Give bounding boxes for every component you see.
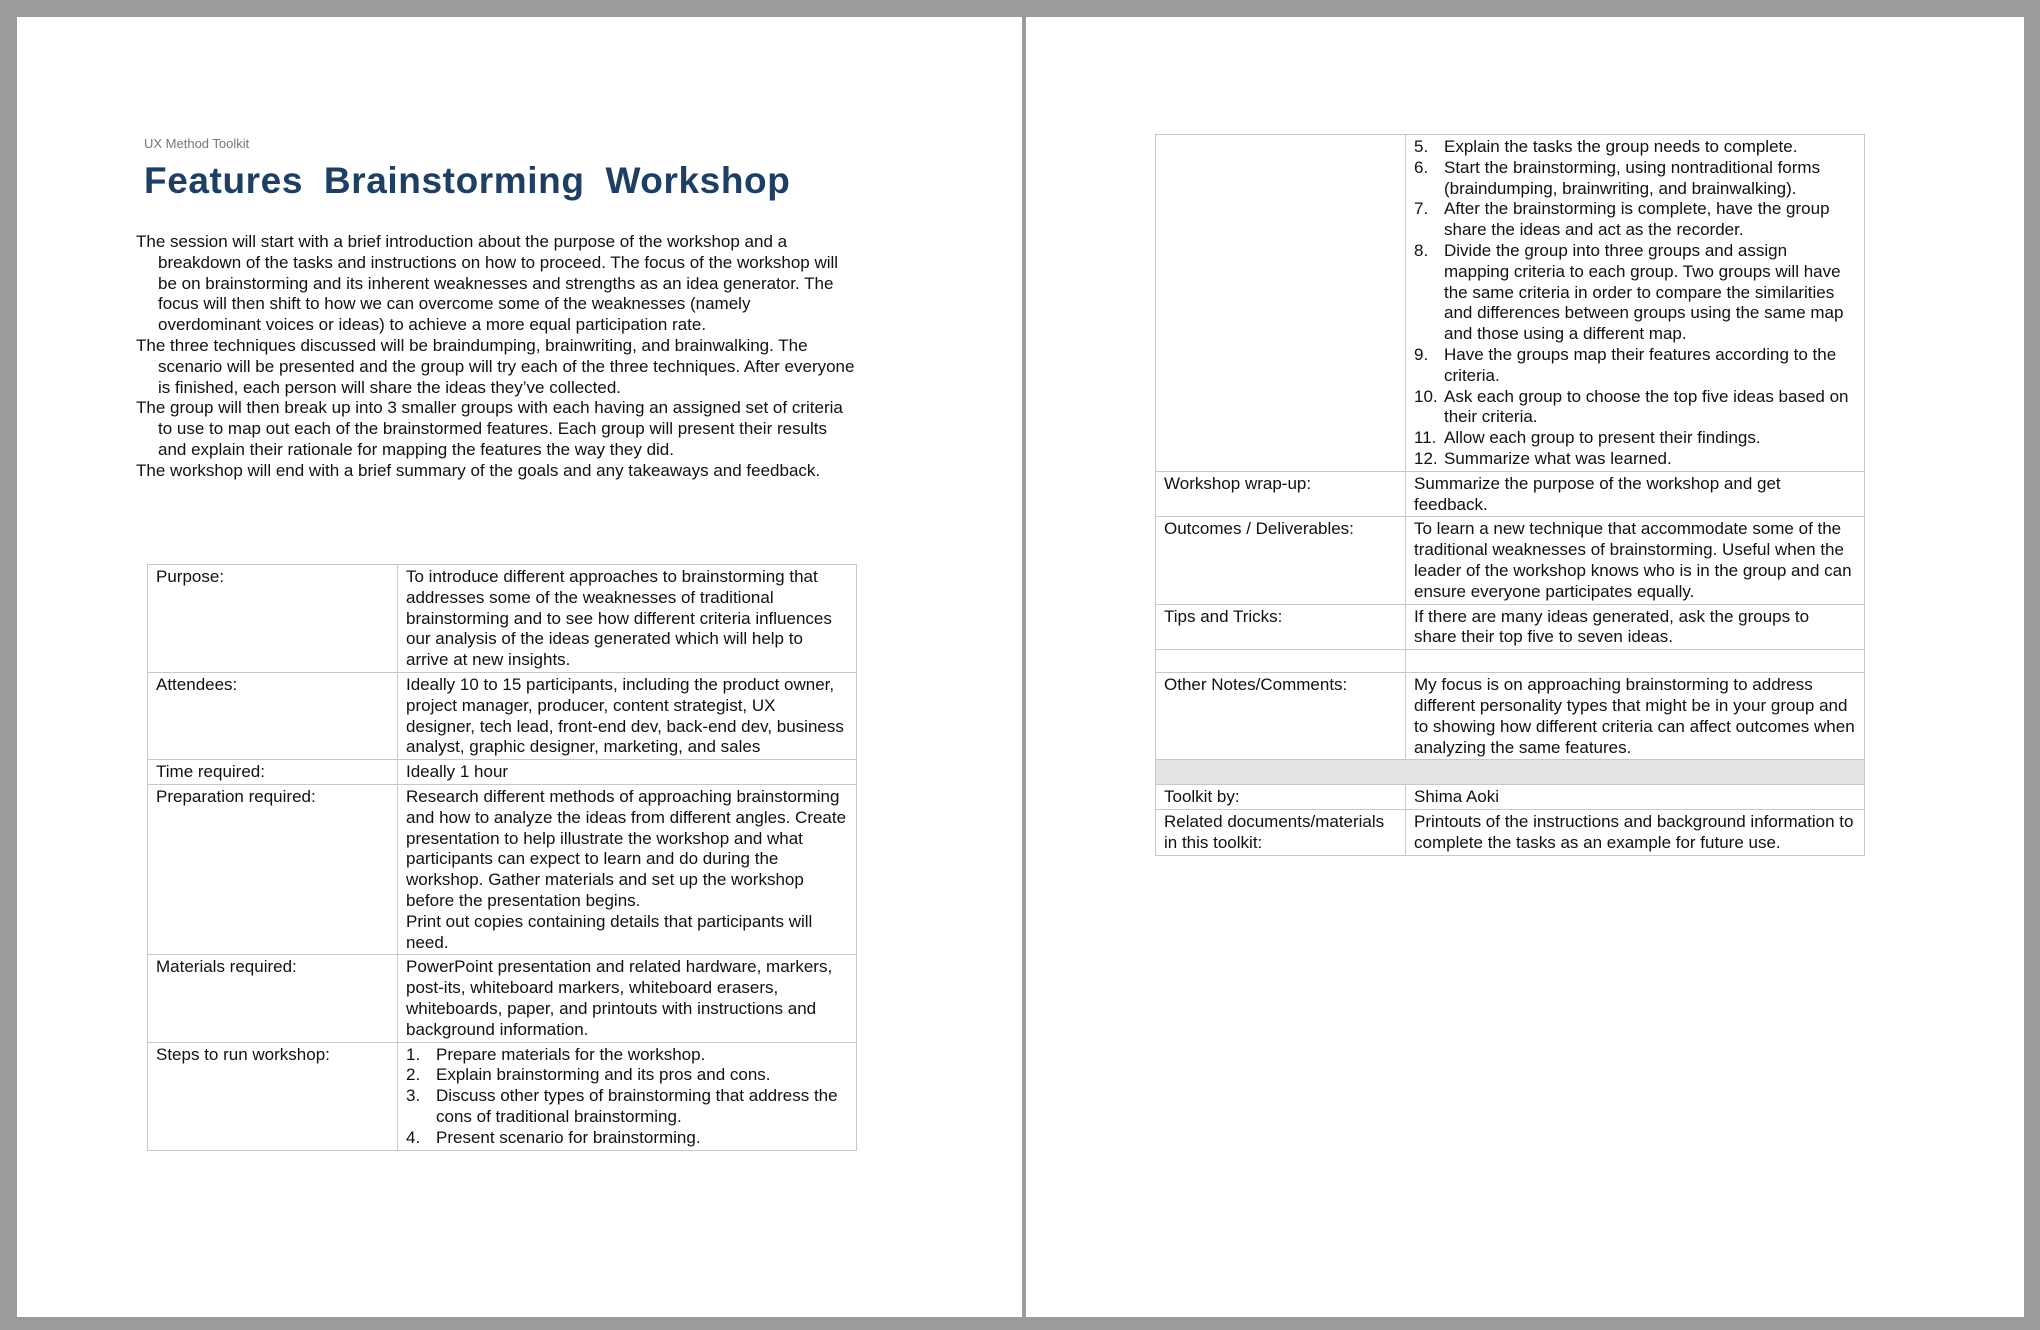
list-item: 2. Explain brainstorming and its pros and cons.	[406, 1065, 771, 1085]
row-label: Other Notes/Comments:	[1156, 673, 1406, 760]
table-row-attendees	[148, 672, 857, 759]
row-label: Materials required:	[148, 955, 398, 1042]
row-value: To learn a new technique that accommodate some of the traditional weaknesses of brainstorming. Useful when the leader of the workshop knows who is in the group and can ensure everyone participates equally.	[1406, 517, 1865, 604]
row-label	[1156, 650, 1406, 673]
row-label	[1156, 135, 1406, 472]
intro-paragraph: The three techniques discussed will be braindumping, brainwriting, and brainwalking. The scenario will be presented and the group will try each of the three techniques. After everyone is finished, each person will share the ideas they’ve collected.	[136, 335, 855, 397]
list-item: 4. Present scenario for brainstorming.	[406, 1127, 701, 1147]
table-row-time	[148, 760, 857, 785]
table-row-shaded-divider	[1156, 760, 1865, 785]
row-label: Steps to run workshop:	[148, 1042, 398, 1150]
intro-section	[136, 232, 856, 482]
shaded-divider-cell	[1156, 760, 1865, 785]
row-label: Toolkit by:	[1156, 785, 1406, 810]
table-row-wrapup	[1156, 471, 1865, 517]
workshop-details-table-continued	[1155, 134, 1865, 856]
list-item: 1. Prepare materials for the workshop.	[406, 1044, 706, 1064]
table-row-empty	[1156, 650, 1865, 673]
row-value: Ideally 10 to 15 participants, including the product owner, project manager, producer, content strategist, UX designer, tech lead, front-end dev, back-end dev, business analyst, graphic designer, marketing, and sales	[398, 672, 857, 759]
row-value	[1406, 650, 1865, 673]
list-item: 12. Summarize what was learned.	[1414, 448, 1672, 468]
row-value	[398, 784, 857, 954]
row-value: PowerPoint presentation and related hardware, markers, post-its, whiteboard markers, whiteboard erasers, whiteboards, paper, and printouts with instructions and background information.	[398, 955, 857, 1042]
table-row-toolkit-by	[1156, 785, 1865, 810]
table-row-notes	[1156, 673, 1865, 760]
table-row-steps	[148, 1042, 857, 1150]
list-item: 7. After the brainstorming is complete, have the group share the ideas and act as the recorder.	[1414, 199, 1830, 240]
row-label: Attendees:	[148, 672, 398, 759]
table-row-preparation	[148, 784, 857, 954]
list-item: 3. Discuss other types of brainstorming that address the cons of traditional brainstorming.	[406, 1086, 838, 1126]
intro-paragraph: The workshop will end with a brief summary of the goals and any takeaways and feedback.	[136, 460, 821, 480]
preparation-text-2: Print out copies containing details that participants will need.	[406, 911, 813, 952]
row-label: Tips and Tricks:	[1156, 604, 1406, 650]
row-value: To introduce different approaches to brainstorming that addresses some of the weaknesses of traditional brainstorming and to see how different criteria influences our analysis of the ideas generated which will help to arrive at new insights.	[398, 565, 857, 673]
row-value: Ideally 1 hour	[398, 760, 857, 785]
row-value	[398, 1042, 857, 1150]
row-label: Time required:	[148, 760, 398, 785]
row-value: Summarize the purpose of the workshop and get feedback.	[1406, 471, 1865, 517]
list-item: 6. Start the brainstorming, using nontraditional forms (braindumping, brainwriting, and brainwalking).	[1414, 157, 1821, 198]
row-label: Outcomes / Deliverables:	[1156, 517, 1406, 604]
row-label: Purpose:	[148, 565, 398, 673]
preparation-text: Research different methods of approaching brainstorming and how to analyze the ideas from different angles. Create presentation to help illustrate the workshop and what participants can expect to learn and do during the workshop. Gather materials and set up the workshop before the presentation begins.	[406, 786, 847, 910]
row-value: If there are many ideas generated, ask the groups to share their top five to seven ideas.	[1406, 604, 1865, 650]
row-label: Related documents/materials in this toolkit:	[1156, 810, 1406, 856]
workshop-details-table	[147, 564, 857, 1151]
table-row-materials	[148, 955, 857, 1042]
intro-paragraph: The session will start with a brief introduction about the purpose of the workshop and a breakdown of the tasks and instructions on how to proceed. The focus of the workshop will be on brainstorming and its inherent weaknesses and strengths as an idea generator. The focus will then shift to how we can overcome some of the weaknesses (namely overdominant voices or ideas) to achieve a more equal participation rate.	[136, 232, 839, 335]
row-value	[1406, 135, 1865, 472]
list-item: 11. Allow each group to present their findings.	[1414, 428, 1761, 448]
list-item: 9. Have the groups map their features according to the criteria.	[1414, 344, 1837, 385]
steps-list	[406, 1045, 848, 1149]
row-label: Preparation required:	[148, 784, 398, 954]
table-row-outcomes	[1156, 517, 1865, 604]
row-label: Workshop wrap-up:	[1156, 471, 1406, 517]
row-value: Printouts of the instructions and background information to complete the tasks as an example for future use.	[1406, 810, 1865, 856]
list-item: 8. Divide the group into three groups and assign mapping criteria to each group. Two groups will have the same criteria in order to compare the similarities and differences between groups using the same map and those using a different map.	[1414, 240, 1844, 344]
table-row-purpose	[148, 565, 857, 673]
table-row-tips	[1156, 604, 1865, 650]
table-row-related	[1156, 810, 1865, 856]
intro-paragraph: The group will then break up into 3 smaller groups with each having an assigned set of criteria to use to map out each of the brainstormed features. Each group will present their results and explain their rationale for mapping the features the way they did.	[136, 398, 843, 459]
row-value: Shima Aoki	[1406, 785, 1865, 810]
list-item: 10. Ask each group to choose the top five ideas based on their criteria.	[1414, 386, 1849, 427]
header-label: UX Method Toolkit	[144, 136, 250, 151]
steps-list-continued	[1414, 137, 1856, 470]
document-title: Features Brainstorming Workshop	[144, 160, 791, 201]
table-row-steps-continued	[1156, 135, 1865, 472]
row-value: My focus is on approaching brainstorming to address different personality types that might be in your group and to showing how different criteria can affect outcomes when analyzing the same features.	[1406, 673, 1865, 760]
list-item: 5. Explain the tasks the group needs to complete.	[1414, 137, 1798, 156]
